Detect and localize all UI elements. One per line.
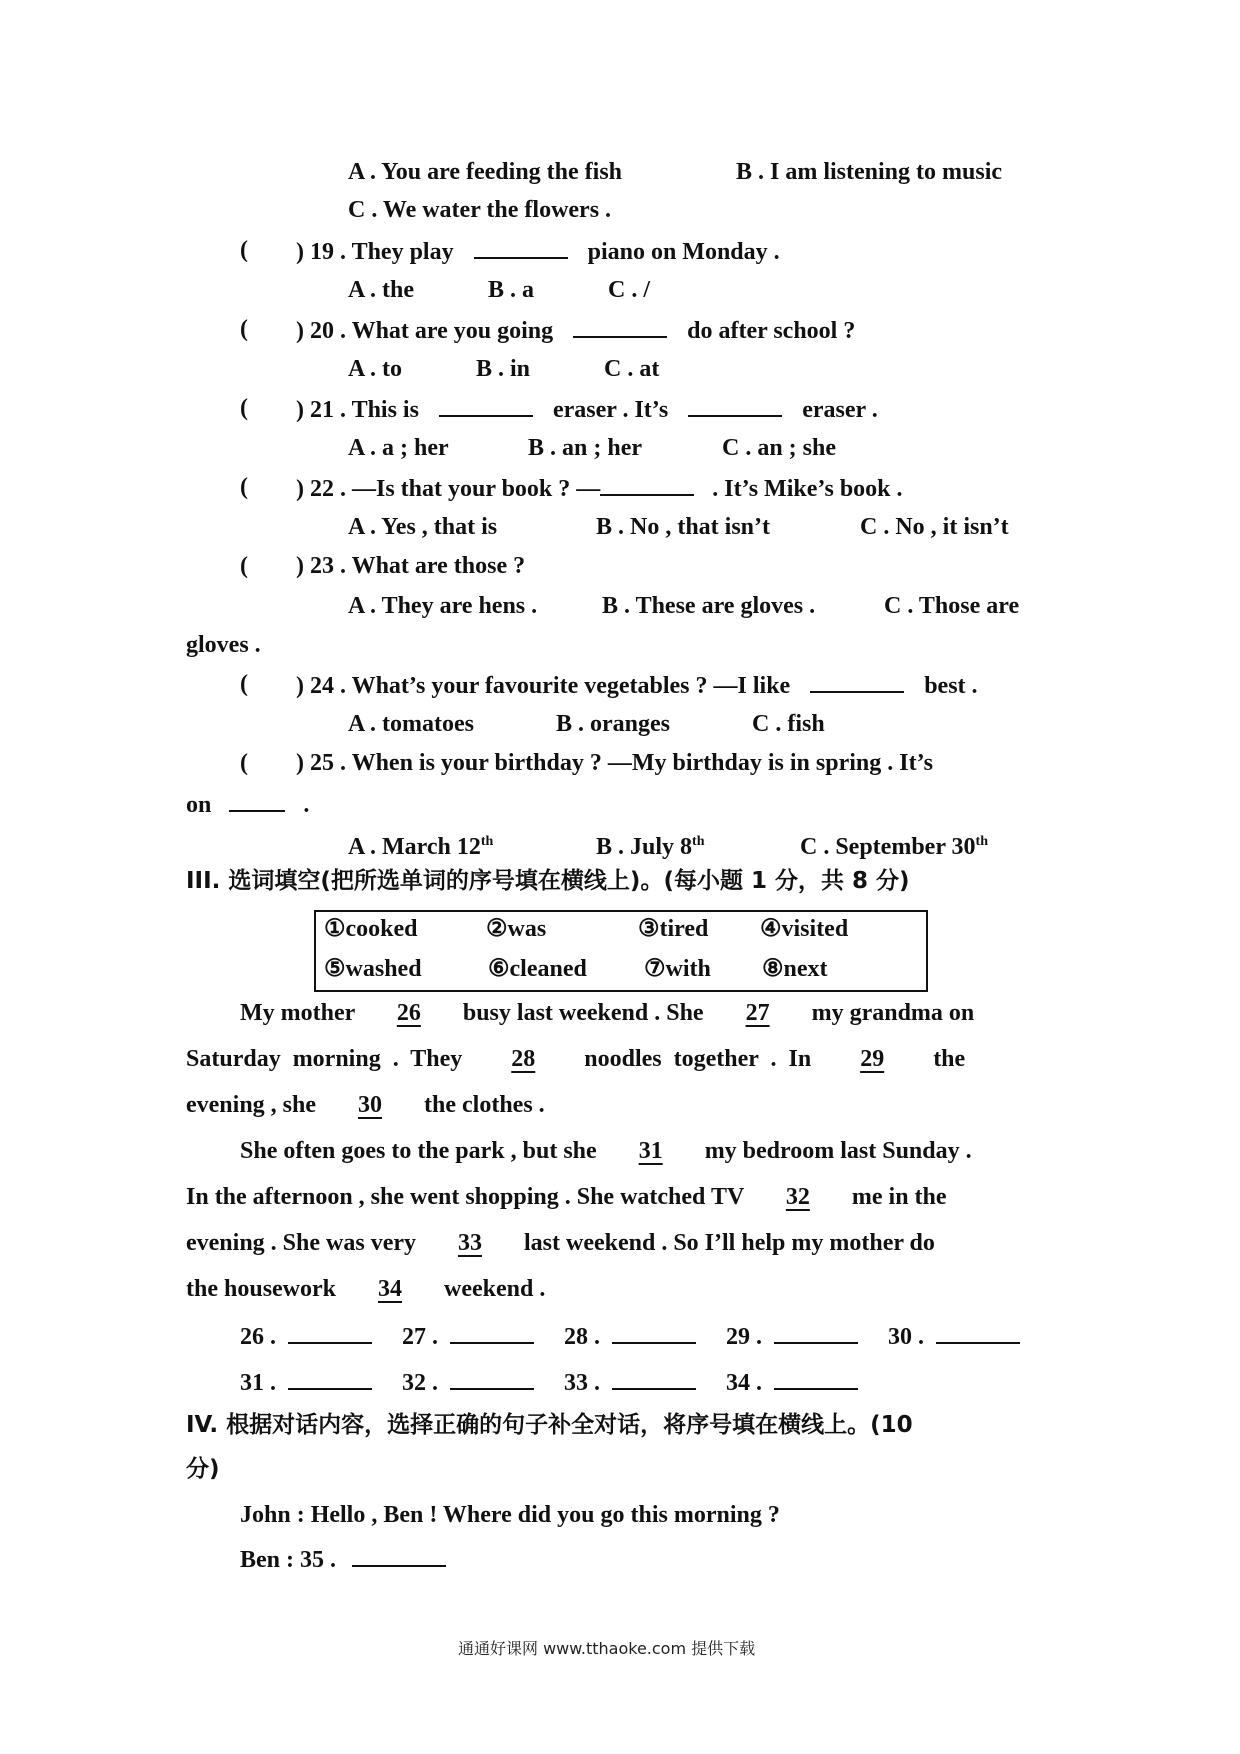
q25-option-c-text: C . September 30 <box>800 834 976 860</box>
q23-stem-text: 23 . What are those ? <box>310 553 526 579</box>
q25-option-b <box>596 827 704 862</box>
q23-option-a: A . They are hens . <box>348 593 538 619</box>
q22-stem-part1: 22 . —Is that your book ? — <box>310 476 601 502</box>
q25-option-a-sup: th <box>480 834 494 849</box>
blank-29[interactable]: 29 <box>860 1046 885 1072</box>
answer-label: 34 . <box>726 1370 762 1396</box>
q19-answer-bracket-open: ( <box>240 237 248 263</box>
answer-label: 30 . <box>888 1324 924 1350</box>
q24-answer-bracket-open: ( <box>240 671 248 697</box>
answer-label: 28 . <box>564 1324 600 1350</box>
q23-option-c-continued: gloves . <box>186 632 261 658</box>
passage-text: the clothes . <box>424 1092 545 1118</box>
q21-answer-bracket-open: ( <box>240 395 248 421</box>
word-bank-item-8: ⑧next <box>762 956 828 982</box>
q25-answer-bracket-open: ( <box>240 750 248 776</box>
q21-blank-1[interactable] <box>439 393 533 417</box>
q19-option-a: A . the <box>348 277 414 303</box>
q25-option-a <box>348 827 493 862</box>
q22-stem-part2: . It’s Mike’s book . <box>712 476 903 502</box>
passage-text: last weekend . So I’ll help my mother do <box>524 1230 935 1256</box>
answer-label: 31 . <box>240 1370 276 1396</box>
q20-answer-bracket-close: ) <box>296 318 304 344</box>
q24-option-c: C . fish <box>752 711 825 737</box>
answer-label: 33 . <box>564 1370 600 1396</box>
q19-answer-bracket-close: ) <box>296 239 304 265</box>
q19-option-b: B . a <box>488 277 535 303</box>
blank-26[interactable]: 26 <box>396 1000 421 1026</box>
q20-answer-bracket-open: ( <box>240 316 248 342</box>
q24-blank[interactable] <box>810 669 904 693</box>
word-bank-item-7: ⑦with <box>644 956 711 982</box>
answer-30 <box>888 1320 1020 1352</box>
passage-text: the <box>933 1046 966 1072</box>
blank-33[interactable]: 33 <box>458 1230 482 1256</box>
section3-heading: III. 选词填空(把所选单词的序号填在横线上)。(每小题 1 分，共 8 分) <box>186 868 910 894</box>
answer-29 <box>726 1320 858 1352</box>
section4-heading-line2: 分) <box>186 1456 220 1482</box>
q22-option-a: A . Yes , that is <box>348 514 498 540</box>
answer-label: 26 . <box>240 1324 276 1350</box>
answer-32 <box>402 1366 534 1398</box>
passage-text: my grandma on <box>811 1000 975 1026</box>
q22-option-b: B . No , that isn’t <box>596 514 771 540</box>
word-bank-item-2: ②was <box>486 916 547 942</box>
answer-label: 27 . <box>402 1324 438 1350</box>
passage-text: evening . She was very <box>186 1230 416 1256</box>
passage-p2-line1 <box>240 1136 972 1166</box>
answer-34 <box>726 1366 858 1398</box>
dialogue-ben-line <box>240 1543 446 1575</box>
answer-label: 32 . <box>402 1370 438 1396</box>
passage-text: In the afternoon , she went shopping . She watched TV <box>186 1184 744 1210</box>
q22-blank[interactable] <box>600 472 694 496</box>
q25-option-a-text: A . March 12 <box>348 834 481 860</box>
answer-blank-33[interactable] <box>612 1366 696 1390</box>
passage-text: me in the <box>851 1184 947 1210</box>
q19-blank[interactable] <box>474 235 568 259</box>
q25-stem <box>296 748 933 778</box>
passage-p1-line3 <box>186 1090 545 1120</box>
q21-stem-part3: eraser . <box>802 397 878 423</box>
passage-text: the housework <box>186 1276 337 1302</box>
answer-27 <box>402 1320 534 1352</box>
blank-31[interactable]: 31 <box>638 1138 663 1164</box>
passage-text: She often goes to the park , but she <box>240 1138 597 1164</box>
q18-option-b: B . I am listening to music <box>736 159 1003 185</box>
blank-30[interactable]: 30 <box>358 1092 383 1118</box>
q23-answer-bracket-open: ( <box>240 553 248 579</box>
q25-answer-bracket-close: ) <box>296 750 304 776</box>
passage-text: my bedroom last Sunday . <box>704 1138 972 1164</box>
passage-p1-line2 <box>186 1044 965 1074</box>
q20-stem-part1: 20 . What are you going <box>310 318 554 344</box>
answer-33 <box>564 1366 696 1398</box>
answer-blank-35[interactable] <box>352 1543 446 1567</box>
q22-option-c: C . No , it isn’t <box>860 514 1009 540</box>
q25-cont-period: . <box>303 792 310 818</box>
footer-source: 通通好课网 www.tthaoke.com 提供下载 <box>458 1639 756 1658</box>
blank-32[interactable]: 32 <box>785 1184 810 1210</box>
q24-stem-part1: 24 . What’s your favourite vegetables ? —I like <box>310 673 791 699</box>
q18-option-c: C . We water the flowers . <box>348 197 612 223</box>
q22-answer-bracket-open: ( <box>240 474 248 500</box>
passage-p1-line1 <box>240 998 974 1028</box>
q19-option-c: C . / <box>608 277 650 303</box>
blank-34[interactable]: 34 <box>378 1276 403 1302</box>
dialogue-ben-text: Ben : 35 . <box>240 1547 336 1573</box>
passage-text: noodles together . In <box>584 1046 812 1072</box>
q25-cont-on: on <box>186 792 212 818</box>
q20-stem <box>296 314 855 346</box>
q24-answer-bracket-close: ) <box>296 673 304 699</box>
q20-option-c: C . at <box>604 356 660 382</box>
q25-stem-continued <box>186 788 309 820</box>
passage-text: Saturday morning . They <box>186 1046 463 1072</box>
passage-p2-line2 <box>186 1182 947 1212</box>
q25-option-b-sup: th <box>692 834 705 849</box>
q25-option-c-sup: th <box>975 834 988 849</box>
q20-blank[interactable] <box>573 314 667 338</box>
q21-stem-part2: eraser . It’s <box>552 397 669 423</box>
q24-option-a: A . tomatoes <box>348 711 474 737</box>
answer-blank-29[interactable] <box>774 1320 858 1344</box>
q20-stem-part2: do after school ? <box>687 318 856 344</box>
q21-option-a: A . a ; her <box>348 435 449 461</box>
q25-option-b-text: B . July 8 <box>596 834 693 860</box>
answer-blank-32[interactable] <box>450 1366 534 1390</box>
word-bank-item-1: ①cooked <box>324 916 418 942</box>
q24-stem-part2: best . <box>924 673 978 699</box>
passage-text: busy last weekend . She <box>462 1000 704 1026</box>
word-bank-item-5: ⑤washed <box>324 956 422 982</box>
answer-28 <box>564 1320 696 1352</box>
q19-stem-part2: piano on Monday . <box>587 239 780 265</box>
q19-stem-part1: 19 . They play <box>310 239 454 265</box>
q21-stem-part1: 21 . This is <box>310 397 419 423</box>
blank-28[interactable]: 28 <box>511 1046 536 1072</box>
q21-option-c: C . an ; she <box>722 435 837 461</box>
q23-option-b: B . These are gloves . <box>602 593 816 619</box>
q23-answer-bracket-close: ) <box>296 553 304 579</box>
q25-stem-text: 25 . When is your birthday ? —My birthday is in spring . It’s <box>310 750 934 776</box>
q21-answer-bracket-close: ) <box>296 397 304 423</box>
answer-blank-31[interactable] <box>288 1366 372 1390</box>
answer-blank-30[interactable] <box>936 1320 1020 1344</box>
q25-option-c <box>800 827 988 862</box>
passage-p2-line3 <box>186 1228 935 1258</box>
passage-text: weekend . <box>444 1276 546 1302</box>
word-bank-item-4: ④visited <box>760 916 849 942</box>
q24-stem <box>296 669 978 701</box>
word-bank-item-3: ③tired <box>638 916 709 942</box>
dialogue-john-line: John : Hello , Ben ! Where did you go this morning ? <box>240 1502 780 1528</box>
passage-p2-line4 <box>186 1274 545 1304</box>
section4-heading-line1: IV. 根据对话内容，选择正确的句子补全对话，将序号填在横线上。(10 <box>186 1412 913 1438</box>
q19-stem <box>296 235 780 267</box>
q24-option-b: B . oranges <box>556 711 670 737</box>
answer-blank-27[interactable] <box>450 1320 534 1344</box>
q22-stem <box>296 472 903 504</box>
q22-answer-bracket-close: ) <box>296 476 304 502</box>
answer-blank-34[interactable] <box>774 1366 858 1390</box>
word-bank-item-6: ⑥cleaned <box>488 956 587 982</box>
answer-label: 29 . <box>726 1324 762 1350</box>
q23-stem <box>296 551 525 581</box>
blank-27[interactable]: 27 <box>745 1000 770 1026</box>
answer-26 <box>240 1320 372 1352</box>
q18-option-a: A . You are feeding the fish <box>348 159 623 185</box>
answer-blank-28[interactable] <box>612 1320 696 1344</box>
q21-option-b: B . an ; her <box>528 435 642 461</box>
passage-text: evening , she <box>186 1092 317 1118</box>
answer-blank-26[interactable] <box>288 1320 372 1344</box>
passage-text: My mother <box>240 1000 355 1026</box>
answer-31 <box>240 1366 372 1398</box>
q21-stem <box>296 393 878 425</box>
q20-option-b: B . in <box>476 356 531 382</box>
q20-option-a: A . to <box>348 356 402 382</box>
q25-blank[interactable] <box>229 788 285 812</box>
q21-blank-2[interactable] <box>688 393 782 417</box>
q23-option-c: C . Those are <box>884 593 1020 619</box>
